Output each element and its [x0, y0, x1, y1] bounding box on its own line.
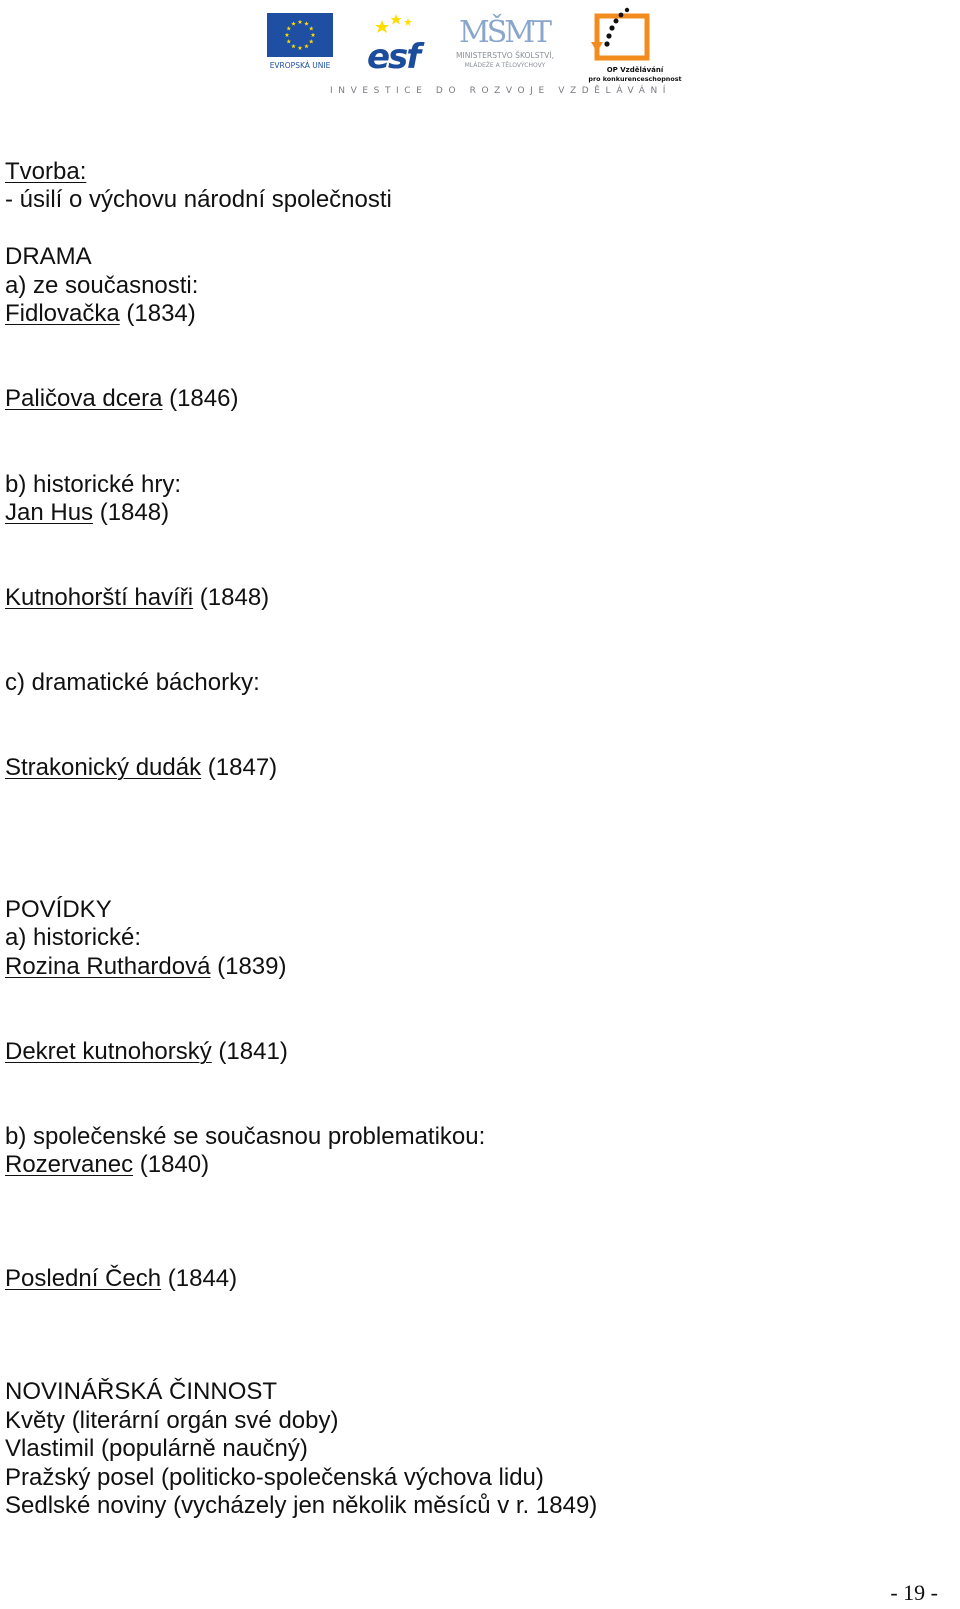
drama-subheading-a: a) ze současnosti:: [5, 272, 199, 299]
periodical-sedlske-noviny: Sedlské noviny (vycházely jen několik měsíců v r. 1849): [5, 1492, 598, 1519]
work-posledni-cech: [5, 1265, 237, 1293]
work-rozervanec: [5, 1151, 209, 1179]
work-title: Strakonický dudák: [5, 754, 202, 781]
msmt-label-line1: MINISTERSTVO ŠKOLSTVÍ,: [455, 51, 555, 60]
work-strakonicky-dudak: [5, 754, 277, 782]
work-year: (1840): [133, 1151, 210, 1178]
work-title: Dekret kutnohorský: [5, 1038, 212, 1065]
esf-label: esf: [366, 37, 420, 74]
drama-heading: DRAMA: [5, 243, 92, 270]
work-rozina-ruthardova: [5, 953, 287, 981]
povidky-subheading-b: b) společenské se současnou problematikou:: [5, 1123, 486, 1150]
povidky-heading: POVÍDKY: [5, 896, 112, 923]
work-year: (1848): [93, 499, 170, 526]
work-year: (1844): [161, 1265, 238, 1292]
work-jan-hus: [5, 499, 169, 527]
esf-logo: [360, 12, 426, 74]
op-vzdelavani-logo: [583, 6, 688, 86]
op-label-line2: pro konkurenceschopnost: [588, 75, 682, 83]
work-dekret-kutnohorsky: [5, 1038, 288, 1066]
work-fidlovacka: [5, 300, 196, 328]
op-label-line1: OP Vzdělávání: [606, 66, 664, 74]
work-title: Poslední Čech: [5, 1265, 162, 1292]
work-year: (1834): [119, 300, 196, 327]
work-year: (1841): [211, 1038, 288, 1065]
tvorba-heading-text: Tvorba:: [5, 158, 87, 185]
tvorba-heading: [5, 158, 86, 186]
msmt-wordmark: MŠMT: [459, 15, 549, 50]
work-title: Rozervanec: [5, 1151, 134, 1178]
work-year: (1846): [162, 385, 239, 412]
eu-flag-logo: [267, 13, 333, 71]
work-palicova-dcera: [5, 385, 238, 413]
work-title: Rozina Ruthardová: [5, 953, 211, 980]
msmt-label-line2: MLÁDEŽE A TĚLOVÝCHOVY: [464, 62, 546, 69]
work-kutnohorsti-haviri: [5, 584, 269, 612]
periodical-vlastimil: Vlastimil (populárně naučný): [5, 1435, 308, 1462]
drama-subheading-c: c) dramatické báchorky:: [5, 669, 260, 696]
work-year: (1847): [201, 754, 278, 781]
page-header: [0, 0, 960, 100]
periodical-prazsky-posel: Pražský posel (politicko-společenská výchova lidu): [5, 1464, 544, 1491]
work-year: (1839): [210, 953, 287, 980]
work-title: Fidlovačka: [5, 300, 120, 327]
tvorba-text: - úsilí o výchovu národní společnosti: [5, 186, 392, 213]
work-title: Kutnohorští havíři: [5, 584, 194, 611]
eu-label: EVROPSKÁ UNIE: [269, 61, 331, 70]
header-tagline: INVESTICE DO ROZVOJE VZDĚLÁVÁNÍ: [330, 86, 672, 96]
novinarska-heading: NOVINÁŘSKÁ ČINNOST: [5, 1378, 278, 1405]
msmt-logo: [452, 8, 582, 74]
drama-subheading-b: b) historické hry:: [5, 471, 182, 498]
periodical-kvety: Květy (literární orgán své doby): [5, 1407, 339, 1434]
work-title: Jan Hus: [5, 499, 94, 526]
povidky-subheading-a: a) historické:: [5, 924, 142, 951]
work-year: (1848): [193, 584, 270, 611]
page-number: - 19 -: [890, 1580, 938, 1605]
work-title: Paličova dcera: [5, 385, 163, 412]
